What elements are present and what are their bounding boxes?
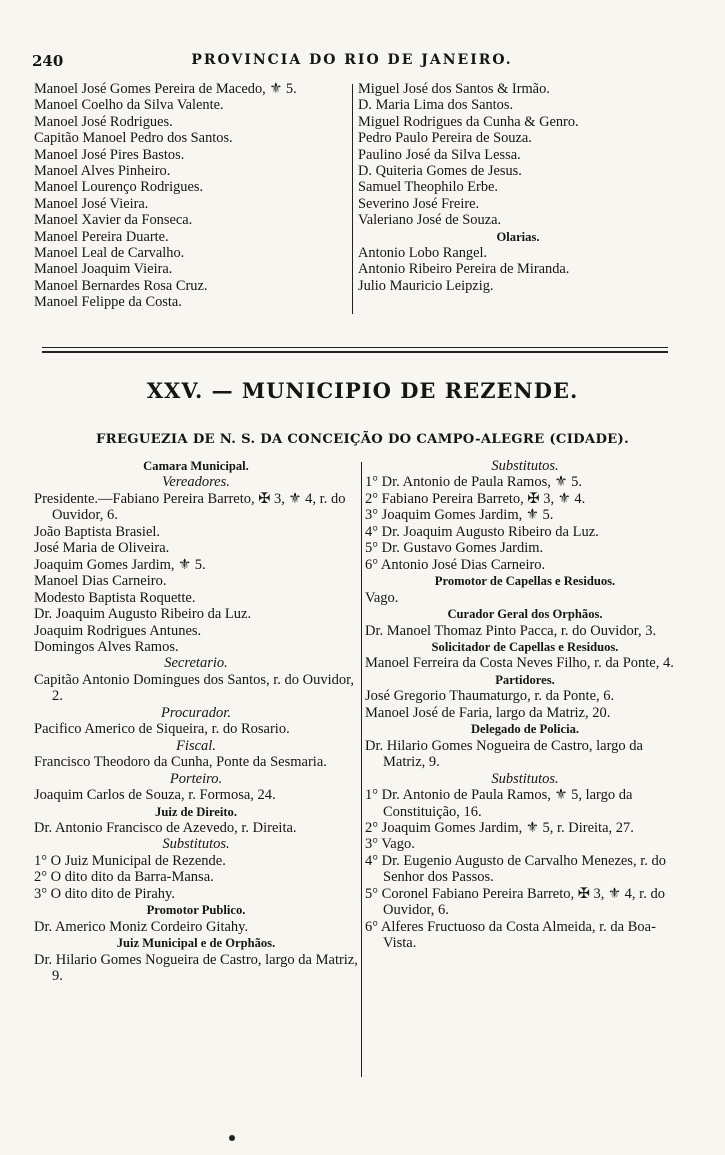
list-item: Manoel Felippe da Costa. xyxy=(34,294,182,311)
page-header xyxy=(32,52,672,74)
heading: Solicitador de Capellas e Residuos. xyxy=(431,639,619,654)
subheading: Substitutos. xyxy=(491,458,559,474)
entry: 1° Dr. Antonio de Paula Ramos, ⚜ 5, largo da Constituição, 16. xyxy=(365,787,633,820)
entry: 3° Joaquim Gomes Jardim, ⚜ 5. xyxy=(365,507,554,524)
entry: 1° O Juiz Municipal de Rezende. xyxy=(34,852,226,869)
list-item: Antonio Ribeiro Pereira de Miranda. xyxy=(358,261,570,278)
entry: 3° Vago. xyxy=(365,836,415,853)
column-divider xyxy=(352,84,353,314)
list-item: Manoel Coelho da Silva Valente. xyxy=(34,97,224,114)
entry: Manoel José de Faria, largo da Matriz, 20. xyxy=(365,704,611,721)
list-item: Severino José Freire. xyxy=(358,195,480,212)
chapter-title: XXV. — MUNICIPIO DE REZENDE. xyxy=(146,378,579,403)
top-left-list xyxy=(34,81,346,311)
list-item: Manoel Alves Pinheiro. xyxy=(34,163,171,180)
entry: Joaquim Carlos de Souza, r. Formosa, 24. xyxy=(34,787,276,804)
list-item: Valeriano José de Souza. xyxy=(358,212,502,229)
entry: José Maria de Oliveira. xyxy=(34,540,170,557)
right-column xyxy=(365,458,685,952)
entry: 6° Alferes Fructuoso da Costa Almeida, r. da Boa-Vista. xyxy=(365,918,656,952)
entry: Presidente.—Fabiano Pereira Barreto, ✠ 3, ⚜ 4, r. do Ouvidor, 6. xyxy=(34,490,346,524)
entry: Joaquim Rodrigues Antunes. xyxy=(34,622,202,639)
list-item: Pedro Paulo Pereira de Souza. xyxy=(358,130,532,147)
entry: 5° Coronel Fabiano Pereira Barreto, ✠ 3, ⚜ 4, r. do Ouvidor, 6. xyxy=(365,885,665,919)
entry: Manoel Ferreira da Costa Neves Filho, r. da Ponte, 4. xyxy=(365,655,674,672)
entry: 1° Dr. Antonio de Paula Ramos, ⚜ 5. xyxy=(365,474,582,491)
list-item: Manoel Joaquim Vieira. xyxy=(34,261,173,278)
list-item: Miguel José dos Santos & Irmão. xyxy=(358,81,550,97)
list-item: Manoel José Pires Bastos. xyxy=(34,146,185,163)
freguezia-title: FREGUEZIA DE N. S. DA CONCEIÇÃO DO CAMPO-ALEGRE (CIDADE). xyxy=(96,432,629,447)
list-item: Paulino José da Silva Lessa. xyxy=(358,146,521,163)
entry: 2° Fabiano Pereira Barreto, ✠ 3, ⚜ 4. xyxy=(365,490,586,507)
list-item: Manoel Xavier da Fonseca. xyxy=(34,212,193,229)
list-item: D. Quiteria Gomes de Jesus. xyxy=(358,163,522,180)
printer-mark xyxy=(229,1135,235,1141)
subheading: Procurador. xyxy=(161,704,231,721)
divider-rule-thick xyxy=(42,351,668,353)
heading: Promotor de Capellas e Residuos. xyxy=(434,574,616,589)
entry: Dr. Americo Moniz Cordeiro Gitahy. xyxy=(34,918,249,935)
subheading: Vereadores. xyxy=(162,474,230,491)
entry: Capitão Antonio Domingues dos Santos, r. do Ouvidor, 2. xyxy=(34,671,355,705)
entry: 2° O dito dito da Barra-Mansa. xyxy=(34,869,214,886)
entry: 5° Dr. Gustavo Gomes Jardim. xyxy=(365,540,544,557)
entry: 2° Joaquim Gomes Jardim, ⚜ 5, r. Direita, 27. xyxy=(365,819,634,836)
entry: Joaquim Gomes Jardim, ⚜ 5. xyxy=(34,556,206,573)
entry: Dr. Hilario Gomes Nogueira de Castro, largo da Matriz, 9. xyxy=(365,737,643,771)
list-item: Capitão Manoel Pedro dos Santos. xyxy=(34,130,233,147)
list-item: Samuel Theophilo Erbe. xyxy=(358,179,499,196)
entry: Modesto Baptista Roquette. xyxy=(34,589,196,606)
heading: Partidores. xyxy=(495,672,555,687)
list-item: Miguel Rodrigues da Cunha & Genro. xyxy=(358,113,579,130)
entry: José Gregorio Thaumaturgo, r. da Ponte, 6. xyxy=(365,688,615,705)
entry: Dr. Antonio Francisco de Azevedo, r. Direita. xyxy=(34,819,297,836)
subheading: Substitutos. xyxy=(162,836,230,853)
entry: Francisco Theodoro da Cunha, Ponte da Sesmaria. xyxy=(34,754,327,771)
list-item: Julio Mauricio Leipzig. xyxy=(358,277,494,294)
section-heading-olarias: Olarias. xyxy=(496,229,540,244)
list-item: Manoel José Gomes Pereira de Macedo, ⚜ 5. xyxy=(34,81,297,97)
entry: João Baptista Brasiel. xyxy=(34,523,161,540)
heading: Juiz de Direito. xyxy=(155,804,237,819)
heading: Juiz Municipal e de Orphãos. xyxy=(116,936,276,951)
entry: Dr. Hilario Gomes Nogueira de Castro, largo da Matriz, 9. xyxy=(34,951,358,985)
list-item: Antonio Lobo Rangel. xyxy=(358,245,488,262)
entry: 4° Dr. Joaquim Augusto Ribeiro da Luz. xyxy=(365,523,599,540)
list-item: D. Maria Lima dos Santos. xyxy=(358,97,514,114)
list-item: Manoel José Vieira. xyxy=(34,195,149,212)
subheading: Fiscal. xyxy=(176,737,216,754)
list-item: Manoel Bernardes Rosa Cruz. xyxy=(34,277,208,294)
entry: Pacifico Americo de Siqueira, r. do Rosario. xyxy=(34,721,290,738)
subheading: Porteiro. xyxy=(169,770,223,787)
entry: 3° O dito dito de Pirahy. xyxy=(34,885,175,902)
entry: Manoel Dias Carneiro. xyxy=(34,573,167,590)
heading: Delegado de Policia. xyxy=(470,722,580,737)
page-number: 240 xyxy=(32,52,64,70)
subheading: Substitutos. xyxy=(491,770,559,787)
running-title: PROVINCIA DO RIO DE JANEIRO. xyxy=(191,52,513,68)
left-column xyxy=(34,458,358,985)
list-item: Manoel Lourenço Rodrigues. xyxy=(34,179,204,196)
subheading: Secretario. xyxy=(164,655,228,672)
list-item: Manoel Leal de Carvalho. xyxy=(34,245,185,262)
entry: 6° Antonio José Dias Carneiro. xyxy=(365,556,546,573)
top-right-list xyxy=(358,81,678,294)
entry: 4° Dr. Eugenio Augusto de Carvalho Menezes, r. do Senhor dos Passos. xyxy=(365,852,666,886)
entry: Domingos Alves Ramos. xyxy=(34,638,179,655)
list-item: Manoel Pereira Duarte. xyxy=(34,228,169,245)
entry: Dr. Manoel Thomaz Pinto Pacca, r. do Ouvidor, 3. xyxy=(365,622,657,639)
heading: Promotor Publico. xyxy=(146,903,246,918)
heading: Curador Geral dos Orphãos. xyxy=(447,607,603,622)
entry: Dr. Joaquim Augusto Ribeiro da Luz. xyxy=(34,606,252,623)
list-item: Manoel José Rodrigues. xyxy=(34,113,173,130)
column-divider xyxy=(361,462,362,1077)
heading: Camara Municipal. xyxy=(143,459,249,473)
entry: Vago. xyxy=(365,589,399,606)
divider-rule xyxy=(42,347,668,348)
